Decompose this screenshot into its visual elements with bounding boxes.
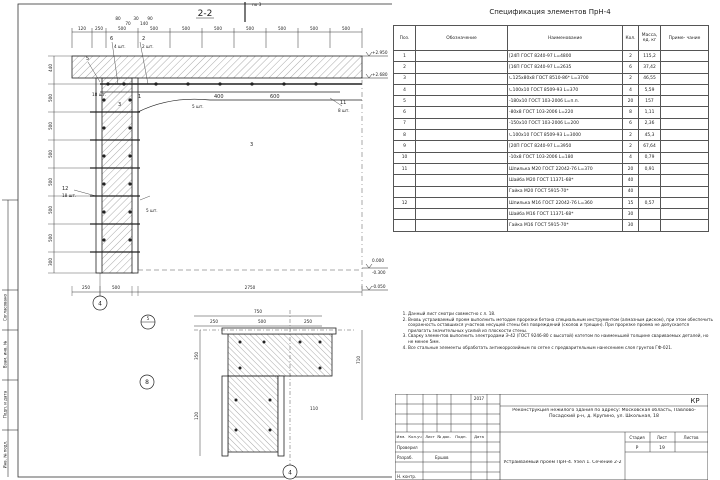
spec-cell	[416, 130, 508, 141]
callout-3: 3	[118, 102, 122, 108]
stage-header-2: Лист	[656, 435, 668, 440]
side-label-4: Инв. № подл.	[2, 440, 8, 469]
left-dim-1: 440	[48, 64, 53, 72]
spec-cell: 4	[623, 152, 639, 163]
stamp-role-2: Разраб.	[397, 455, 413, 460]
spec-cell: 6	[394, 107, 416, 118]
spec-cell: 2,36	[639, 118, 661, 129]
spec-cell	[416, 51, 508, 62]
callout-12: 12	[62, 186, 69, 192]
spec-cell: 8	[623, 107, 639, 118]
spec-cell: 0,79	[639, 152, 661, 163]
spec-cell	[661, 186, 709, 197]
left-dim-7: 500	[48, 234, 53, 242]
spec-row	[394, 96, 709, 107]
stamp-sheet-title: Устраиваемый проем ПрН-4. Узел 1. Сечение 2-2	[503, 460, 622, 465]
side-label-1: Согласовано	[2, 294, 8, 321]
spec-row	[394, 197, 709, 208]
spec-header-row	[394, 26, 709, 51]
spec-cell	[661, 163, 709, 174]
elev-1: +2.950	[372, 50, 388, 55]
spec-cell	[661, 96, 709, 107]
spec-header-qty: Кол.	[623, 26, 639, 51]
spec-cell	[394, 220, 416, 231]
spec-cell	[416, 118, 508, 129]
spec-cell	[416, 84, 508, 95]
spec-title: Спецификация элементов ПрН-4	[489, 8, 611, 16]
spec-cell: 12	[394, 197, 416, 208]
stamp-role-2-name: Ершов	[435, 455, 449, 460]
stamp-col-date: Дата	[474, 434, 484, 439]
spec-cell: 40	[623, 186, 639, 197]
detail-dim-6: 350	[194, 352, 199, 360]
top-dim-7: 500	[246, 26, 254, 31]
spec-header-designation: Обозначение	[416, 26, 508, 51]
spec-cell: 1,11	[639, 107, 661, 118]
bottom-dim-4: 2750	[244, 285, 256, 290]
spec-cell	[661, 175, 709, 186]
spec-cell: ∟100х10 ГОСТ 8509-93 L=3000	[508, 130, 623, 141]
note-item: 4. Все стальные элементы обработать антикоррозийным по сетке с предварительным нанесением слоя грунтов ГФ-021.	[408, 345, 713, 351]
spec-cell: 30	[623, 209, 639, 220]
count-2: 4 шт.	[114, 44, 126, 49]
spec-row	[394, 62, 709, 73]
spec-cell: 6	[623, 62, 639, 73]
spec-cell: 2	[623, 73, 639, 84]
note-item: 2. Вновь устраиваемый проем выполнить методом прорезки бетона специальным инструментом (алмазным диском), при этом обеспечить сохранность оставшихся участков несущей стены без повреждений (сколов и трещин). При прорезке проема не допускается прилагать значительных усилий из плоскости стены.	[408, 317, 713, 334]
spec-cell	[639, 209, 661, 220]
spec-cell: Гайка М16 ГОСТ 5915-70*	[508, 220, 623, 231]
callout-2: 2	[142, 36, 146, 42]
spec-cell	[661, 118, 709, 129]
spec-cell: -180х10 ГОСТ 103-2006 L=п.п.	[508, 96, 623, 107]
axis-label: 4	[98, 300, 102, 308]
spec-header-pos: Поз.	[394, 26, 416, 51]
spec-row	[394, 152, 709, 163]
spec-cell: 8	[394, 130, 416, 141]
stamp-col-izm: Изм.	[396, 434, 406, 439]
spec-row	[394, 141, 709, 152]
spec-cell: 40	[623, 175, 639, 186]
spec-cell	[661, 152, 709, 163]
section-ref: по 3	[252, 2, 262, 7]
stamp-project: Реконструкция нежилого здания по адресу: Московская область, Павлово-Посадский р-н, д. Крупино, ул. Школьная, 18	[512, 408, 696, 419]
left-dim-6: 500	[48, 206, 53, 214]
bottom-dim-2: 500	[112, 285, 120, 290]
spec-cell	[639, 175, 661, 186]
section-title: 2-2	[197, 9, 213, 19]
spec-cell: -150х10 ГОСТ 103-2006 L=200	[508, 118, 623, 129]
side-label-3: Подп. и дата	[2, 390, 8, 419]
spec-cell: ∟100х10 ГОСТ 8509-93 L=370	[508, 84, 623, 95]
spec-cell: 9	[394, 141, 416, 152]
spec-cell: 15	[623, 197, 639, 208]
stamp-year: 2017	[473, 396, 485, 401]
spec-cell: ∟125х80х8 ГОСТ 8510-86* L=3700	[508, 73, 623, 84]
spec-cell: 2	[623, 130, 639, 141]
count-5: 8 шт.	[338, 108, 350, 113]
spec-cell	[416, 62, 508, 73]
spec-cell: 20	[623, 163, 639, 174]
detail-dim-1: 750	[254, 309, 262, 314]
spec-cell: 5	[394, 96, 416, 107]
spec-cell: 4	[394, 84, 416, 95]
stamp-col-kol: Кол.уч	[408, 434, 422, 439]
stamp-col-podp: Подп.	[455, 434, 467, 439]
top-small-1: 80	[115, 16, 121, 21]
detail-ref: 5	[146, 316, 150, 321]
elev-4: -0.300	[372, 270, 386, 275]
top-small-5: 90	[147, 16, 153, 21]
spec-cell	[661, 220, 709, 231]
top-dim-1: 120	[78, 26, 86, 31]
spec-cell: 10	[394, 152, 416, 163]
spec-cell	[416, 175, 508, 186]
top-dim-10: 500	[342, 26, 350, 31]
title-block	[395, 394, 708, 480]
detail-dim-5: 710	[356, 356, 361, 364]
spec-cell: [20П ГОСТ 8240-97 L=3950	[508, 141, 623, 152]
spec-cell	[639, 186, 661, 197]
callout-5a: 5	[86, 56, 90, 62]
spec-cell: 37,42	[639, 62, 661, 73]
spec-row	[394, 186, 709, 197]
spec-cell	[394, 209, 416, 220]
spec-cell	[394, 186, 416, 197]
spec-cell	[416, 96, 508, 107]
spec-cell	[639, 220, 661, 231]
spec-cell: 2	[623, 141, 639, 152]
count-3: 2 шт.	[142, 44, 154, 49]
note-item: 3. Сварку элементов выполнить электродами Э-42 (ГОСТ 9246-80 с высотой) катетом по наименьшей толщине свариваемых деталей, но не менее 5мм.	[408, 333, 713, 344]
notes-list	[398, 311, 713, 350]
stage-header-1: Стадия	[629, 435, 645, 440]
spec-cell	[416, 73, 508, 84]
spec-cell: Шпилька М20 ГОСТ 22042-76 L=370	[508, 163, 623, 174]
callout-6: 6	[110, 36, 114, 42]
spec-cell	[416, 197, 508, 208]
spec-cell: Шайба М20 ГОСТ 11371-68*	[508, 175, 623, 186]
spec-cell: Шайба М16 ГОСТ 11371-68*	[508, 209, 623, 220]
bottom-dim-1: 250	[82, 285, 90, 290]
spec-cell	[661, 141, 709, 152]
spec-cell: 2	[623, 51, 639, 62]
detail-dim-2: 250	[210, 319, 218, 324]
stamp-role-1: Проверил	[397, 445, 418, 450]
spec-header-note: Приме- чание	[661, 26, 709, 51]
spec-header-name: Наименование	[508, 26, 623, 51]
spec-row	[394, 220, 709, 231]
top-dim-5: 500	[182, 26, 190, 31]
top-dim-6: 500	[214, 26, 222, 31]
spec-cell	[661, 62, 709, 73]
left-dim-5: 500	[48, 178, 53, 186]
count-1: 18 шт.	[92, 92, 107, 97]
mark-600: 600	[270, 94, 280, 100]
top-small-4: 140	[140, 21, 148, 26]
elev-5: -0.050	[372, 284, 386, 289]
spec-cell	[416, 141, 508, 152]
count-6: 18 шт.	[62, 193, 77, 198]
spec-cell: -80х8 ГОСТ 103-2006 L=220	[508, 107, 623, 118]
spec-cell: 115,2	[639, 51, 661, 62]
spec-cell	[416, 163, 508, 174]
spec-cell	[416, 152, 508, 163]
spec-cell	[661, 84, 709, 95]
spec-cell: -10х8 ГОСТ 103-2006 L=180	[508, 152, 623, 163]
stamp-col-list: Лист	[425, 434, 435, 439]
spec-header-mass: Масса, ед. кг	[639, 26, 661, 51]
spec-cell: 20	[623, 96, 639, 107]
spec-cell: 3	[394, 73, 416, 84]
spec-table	[393, 25, 709, 232]
cut-mark: 3	[250, 142, 254, 148]
spec-cell: 67,64	[639, 141, 661, 152]
spec-row	[394, 73, 709, 84]
spec-cell	[661, 130, 709, 141]
spec-row	[394, 163, 709, 174]
spec-body	[394, 51, 709, 232]
spec-cell	[394, 175, 416, 186]
spec-row	[394, 118, 709, 129]
spec-cell: 46,55	[639, 73, 661, 84]
stamp-code: КР	[690, 397, 700, 405]
count-8: 5 шт.	[146, 208, 158, 213]
detail-dim-3: 500	[258, 319, 266, 324]
side-label-2: Взам. инв. №	[2, 340, 8, 369]
stage-header-3: Листов	[683, 435, 699, 440]
spec-cell: 45,3	[639, 130, 661, 141]
top-dim-9: 500	[310, 26, 318, 31]
spec-row	[394, 130, 709, 141]
spec-cell: 7	[394, 118, 416, 129]
top-dim-2: 250	[95, 26, 103, 31]
stage-value-2: 19	[659, 446, 665, 451]
spec-cell	[661, 51, 709, 62]
spec-cell: 5,59	[639, 84, 661, 95]
top-dim-4: 500	[150, 26, 158, 31]
spec-cell	[661, 209, 709, 220]
left-dim-3: 500	[48, 122, 53, 130]
callout-1: 1	[138, 94, 142, 100]
detail-dim-8: 110	[310, 406, 318, 411]
spec-cell: [24П ГОСТ 8240-97 L=4800	[508, 51, 623, 62]
spec-row	[394, 209, 709, 220]
spec-cell: 2	[394, 62, 416, 73]
spec-cell: 0,57	[639, 197, 661, 208]
spec-row	[394, 51, 709, 62]
top-dim-8: 500	[278, 26, 286, 31]
spec-cell: 30	[623, 220, 639, 231]
left-dim-8: 300	[48, 258, 53, 266]
spec-cell: 0,91	[639, 163, 661, 174]
spec-cell	[416, 186, 508, 197]
spec-cell: 4	[623, 84, 639, 95]
spec-cell: Гайка М20 ГОСТ 5915-70*	[508, 186, 623, 197]
spec-cell: 157	[639, 96, 661, 107]
detail-dim-7: 120	[194, 412, 199, 420]
elev-2: +2.680	[372, 72, 388, 77]
top-small-2: 70	[125, 21, 131, 26]
spec-cell: 11	[394, 163, 416, 174]
left-dim-4: 500	[48, 150, 53, 158]
spec-cell: 1	[394, 51, 416, 62]
spec-cell: Шпилька М16 ГОСТ 22042-76 L=360	[508, 197, 623, 208]
stamp-col-doc: № док.	[437, 434, 451, 439]
detail-axis: 4	[288, 469, 292, 477]
spec-cell	[661, 73, 709, 84]
mark-400: 400	[214, 94, 224, 100]
left-dim-2: 500	[48, 94, 53, 102]
spec-cell	[416, 209, 508, 220]
spec-cell	[416, 220, 508, 231]
spec-cell	[416, 107, 508, 118]
spec-row	[394, 107, 709, 118]
count-4: 5 шт.	[192, 104, 204, 109]
stage-value-1: Р	[635, 446, 639, 451]
spec-row	[394, 84, 709, 95]
detail-dim-4: 250	[304, 319, 312, 324]
top-dim-3: 500	[118, 26, 126, 31]
detail-label: 8	[145, 379, 149, 386]
spec-cell: [16П ГОСТ 8240-97 L=2635	[508, 62, 623, 73]
stamp-role-4: Н. контр.	[397, 474, 417, 479]
callout-11: 11	[340, 100, 347, 106]
note-item: 1. Данный лист смотри совместно с л. 18.	[408, 311, 713, 317]
spec-cell	[661, 197, 709, 208]
spec-cell	[661, 107, 709, 118]
spec-row	[394, 175, 709, 186]
top-small-3: 30	[133, 16, 139, 21]
elev-3: 0.000	[372, 258, 384, 263]
spec-cell: 6	[623, 118, 639, 129]
